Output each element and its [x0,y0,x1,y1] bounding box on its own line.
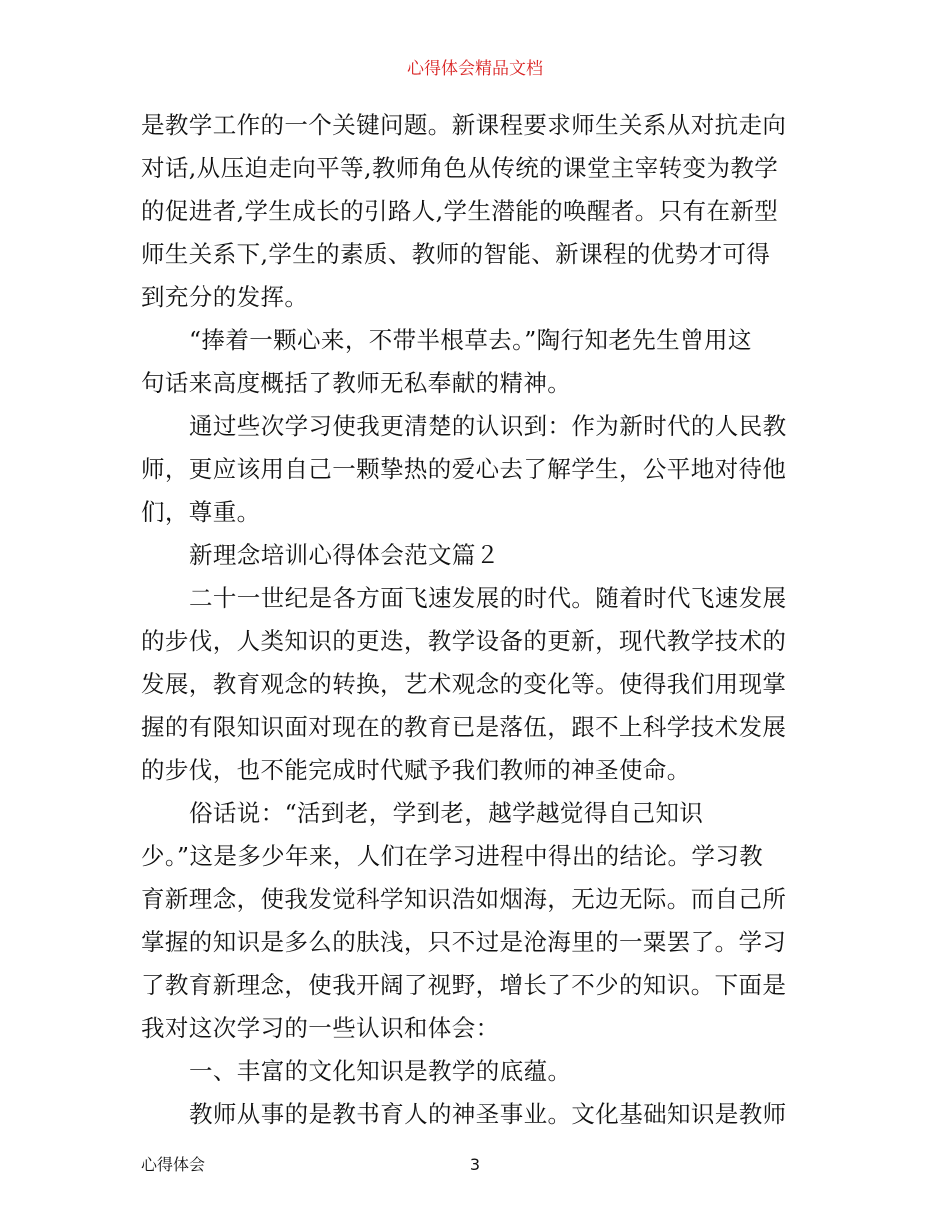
footer-label: 心得体会 [141,1155,206,1174]
text-line: 俗话说：“活到老，学到老，越学越觉得自己知识 [189,799,704,827]
text-line: 教师从事的是教书育人的神圣事业。文化基础知识是教师 [189,1100,787,1128]
text-line: 到充分的发挥。 [141,283,309,311]
text-line: 的步伐，也不能完成时代赋予我们教师的神圣使命。 [141,756,691,784]
text-line: 是教学工作的一个关键问题。新课程要求师生关系从对抗走向 [141,111,787,139]
text-line: “捧着一颗心来，不带半根草去。”陶行知老先生曾用这 [189,326,752,354]
text-line: 我对这次学习的一些认识和体会： [141,1014,500,1042]
text-line: 一、丰富的文化知识是教学的底蕴。 [189,1057,572,1085]
text-line: 的促进者,学生成长的引路人,学生潜能的唤醒者。只有在新型 [141,197,779,225]
text-line: 握的有限知识面对现在的教育已是落伍，跟不上科学技术发展 [141,713,787,741]
text-line: 们，尊重。 [141,498,261,526]
text-line: 掌握的知识是多么的肤浅，只不过是沧海里的一粟罢了。学习 [141,928,787,956]
text-line: 师，更应该用自己一颗挚热的爱心去了解学生，公平地对待他 [141,455,787,483]
document-body [141,104,811,1136]
text-line: 发展，教育观念的转换，艺术观念的变化等。使得我们用现掌 [141,670,787,698]
text-line: 新理念培训心得体会范文篇２ [189,541,500,569]
page-number: 3 [469,1155,481,1174]
text-line: 了教育新理念，使我开阔了视野，增长了不少的知识。下面是 [141,971,787,999]
text-line: 通过些次学习使我更清楚的认识到：作为新时代的人民教 [189,412,787,440]
text-line: 少。”这是多少年来，人们在学习进程中得出的结论。学习教 [141,842,764,870]
text-line: 育新理念，使我发觉科学知识浩如烟海，无边无际。而自己所 [141,885,787,913]
text-line: 对话,从压迫走向平等,教师角色从传统的课堂主宰转变为教学 [141,154,779,182]
text-line: 的步伐，人类知识的更迭，教学设备的更新，现代教学技术的 [141,627,787,655]
text-line: 句话来高度概括了教师无私奉献的精神。 [141,369,572,397]
header-title: 心得体会精品文档 [407,59,543,79]
text-line: 二十一世纪是各方面飞速发展的时代。随着时代飞速发展 [189,584,787,612]
text-line: 师生关系下,学生的素质、教师的智能、新课程的优势才可得 [141,240,771,268]
